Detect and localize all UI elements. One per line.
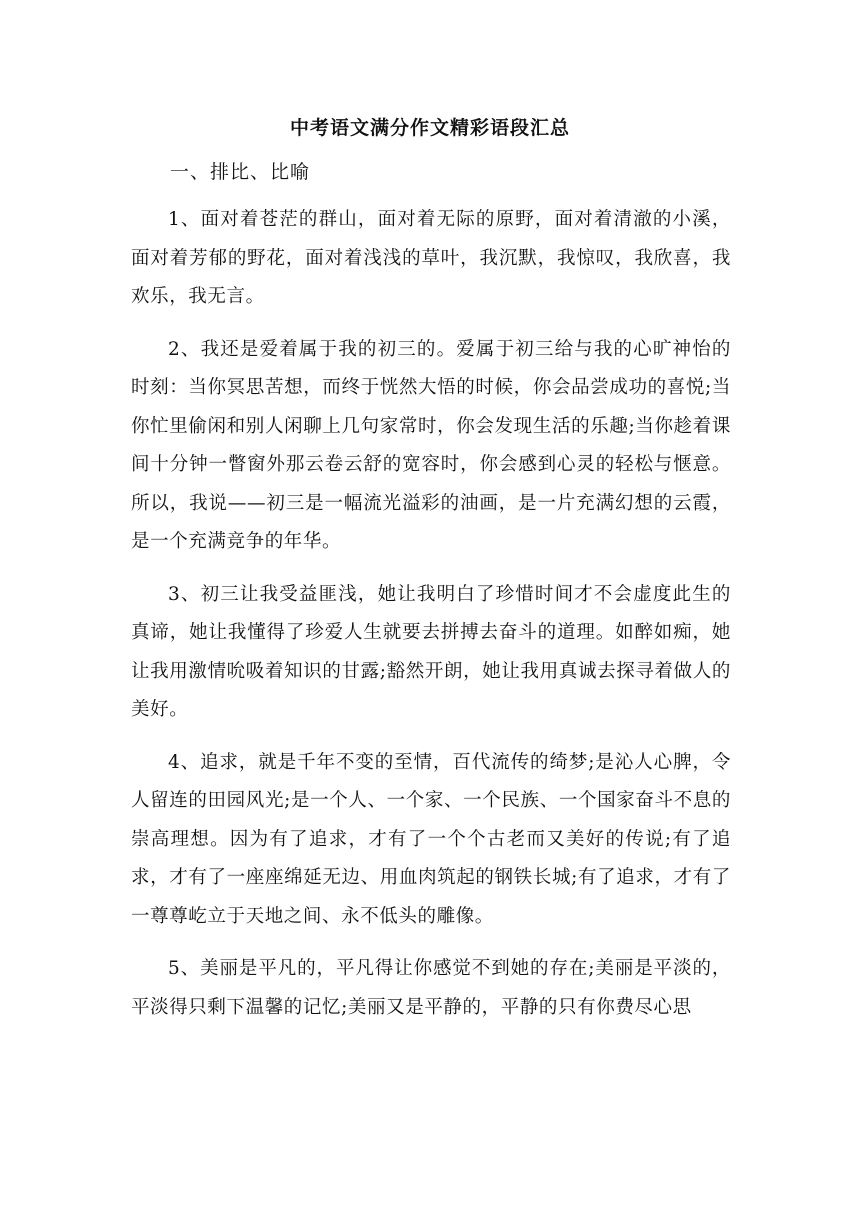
paragraph-3: 3、初三让我受益匪浅，她让我明白了珍惜时间才不会虚度此生的真谛，她让我懂得了珍爱人生就要去拼搏去奋斗的道理。如醉如痴，她让我用激情吮吸着知识的甘露;豁然开朗，她让我用真诚去探寻着做人的美好。	[131, 583, 731, 720]
document-title: 中考语文满分作文精彩语段汇总	[289, 117, 570, 139]
document-body	[131, 201, 731, 1041]
paragraph-5: 5、美丽是平凡的，平凡得让你感觉不到她的存在;美丽是平淡的，平淡得只剩下温馨的记忆;美丽又是平静的，平静的只有你费尽心思	[131, 958, 731, 1018]
paragraph-1: 1、面对着苍茫的群山，面对着无际的原野，面对着清澈的小溪，面对着芳郁的野花，面对着浅浅的草叶，我沉默，我惊叹，我欣喜，我欢乐，我无言。	[131, 209, 731, 307]
paragraph-2: 2、我还是爱着属于我的初三的。爱属于初三给与我的心旷神怡的时刻：当你冥思苦想，而终于恍然大悟的时候，你会品尝成功的喜悦;当你忙里偷闲和别人闲聊上几句家常时，你会发现生活的乐趣;当你趁着课间十分钟一瞥窗外那云卷云舒的宽容时，你会感到心灵的轻松与惬意。所以，我说——初三是一幅流光溢彩的油画，是一片充满幻想的云霞，是一个充满竞争的年华。	[131, 338, 731, 552]
section-heading: 一、排比、比喻	[170, 161, 311, 183]
paragraph-4: 4、追求，就是千年不变的至情，百代流传的绮梦;是沁人心脾，令人留连的田园风光;是一个人、一个家、一个民族、一个国家奋斗不息的崇高理想。因为有了追求，才有了一个个古老而又美好的传说;有了追求，才有了一座座绵延无边、用血肉筑起的钢铁长城;有了追求，才有了一尊尊屹立于天地之间、永不低头的雕像。	[131, 751, 731, 927]
